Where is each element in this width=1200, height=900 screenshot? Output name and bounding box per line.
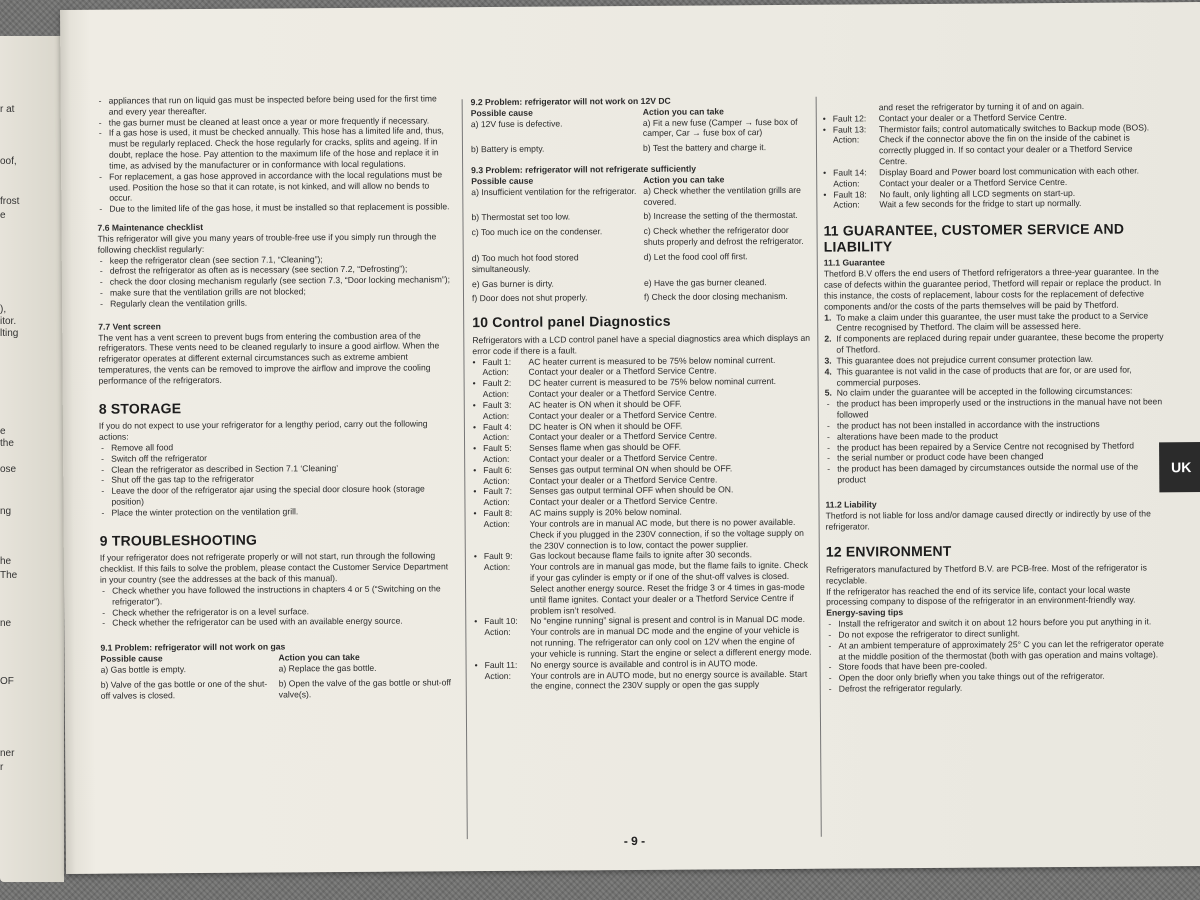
column-header: Possible cause (100, 653, 163, 664)
possible-cause: a) Insufficient ventilation for the refrigerator. (471, 185, 637, 197)
table-row (471, 142, 809, 155)
left-page-fragment: oof, (0, 156, 17, 167)
list-item: - Store foods that have been pre-cooled. (827, 660, 1167, 673)
possible-cause: a) 12V fuse is defective. (470, 118, 563, 129)
fault-action-row (475, 668, 813, 692)
list-item: - defrost the refrigerator as often as is necessary (see section 7.2, “Defrosting”); (98, 264, 454, 277)
manual-page (60, 2, 1200, 874)
fault-label: • Fault 1: (472, 356, 528, 367)
action-label: Action: (484, 670, 511, 681)
list-item: - the serial number or product code have been changed (825, 451, 1165, 464)
left-page-fragment: r (0, 762, 4, 773)
action-label: Action: (483, 453, 510, 465)
left-page-fragment: ose (0, 464, 17, 475)
table-row (471, 210, 809, 223)
action-to-take: d) Let the food cool off first. (643, 251, 748, 262)
guarantee-terms (824, 310, 1165, 399)
fault-label: • Fault 13: (823, 124, 879, 135)
table-row (471, 185, 809, 209)
section-7-6-title: 7.6 Maintenance checklist (97, 222, 204, 233)
term-text: If components are replaced during repair under guarantee, these become the property of Thetford. (836, 331, 1164, 355)
left-page-fragment: r at (0, 104, 15, 115)
fault-action: Contact your dealer or a Thetford Service Centre. (528, 387, 717, 399)
action-label: Action: (484, 627, 511, 638)
list-item: - keep the refrigerator clean (see section 7.1, “Cleaning”); (98, 253, 454, 266)
term-number: 5. (824, 388, 832, 399)
list-item: - alterations have been made to the product (825, 429, 1165, 442)
fault-action: Contact your dealer or a Thetford Service Centre. (528, 365, 717, 378)
term-number: 2. (824, 333, 832, 344)
fault-action: Your controls are in AUTO mode, but no energy source is available. Start the engine, connect the 230V supply or open the gas supply (530, 668, 808, 692)
section-8-title: 8 STORAGE (98, 399, 182, 417)
possible-cause: b) Battery is empty. (470, 143, 545, 155)
action-to-take: a) Check whether the ventilation grills are covered. (643, 184, 801, 207)
dc-problem-table (471, 106, 809, 156)
section-12-text-1: Refrigerators manufactured by Thetford B.V. are PCB-free. Most of the refrigerator is recyclable. (825, 562, 1147, 586)
left-page-fragment: The (0, 570, 18, 581)
fault-description: AC mains supply is 20% below nominal. (529, 506, 682, 518)
list-item: - Regularly clean the ventilation grills. (98, 296, 454, 309)
section-9-2-title: 9.2 Problem: refrigerator will not work on 12V DC (470, 95, 671, 108)
fault-description: Senses flame when gas should be OFF. (529, 441, 682, 453)
fault-action: Contact your dealer or a Thetford Service Centre. (529, 495, 718, 508)
section-11-1-text: Thetford B.V offers the end users of Thetford refrigerators a three-year guarantee. In the case of defects within the guarantee period, Thetford will repair or replace the product. In this instance, the costs of replacement, labour costs for the replacement of defective components and/or the costs of the parts themselves will be paid by Thetford. (823, 266, 1162, 312)
fault-action: Contact your dealer or a Thetford Service Centre. (529, 474, 718, 486)
action-label: Action: (483, 562, 511, 573)
section-10-title: 10 Control panel Diagnostics (472, 312, 671, 331)
list-item: - If a gas hose is used, it must be checked annually. This hose has a limited life and, thus, must be regularly replaced. Check the hose regularly for cracks, splits and ageing. If in doubt, replace the hose. Pay attention to the maximum life of the hose and replace it in time, as advised by the manufacturer or in conformance with local regulations. (97, 126, 453, 172)
fault-action: Contact your dealer or a Thetford Service Centre. (529, 452, 718, 464)
guarantee-term (825, 364, 1165, 388)
column-header: Possible cause (471, 175, 534, 187)
term-number: 4. (824, 366, 832, 377)
fault-label: • Fault 2: (473, 378, 529, 389)
list-item: - Shut off the gas tap to the refrigerator (99, 473, 455, 486)
maintenance-checklist (98, 253, 454, 310)
storage-list (99, 440, 456, 518)
left-page-fragment: he (0, 556, 12, 567)
fault-list-continued (823, 111, 1164, 211)
fault-action: Wait a few seconds for the fridge to start up normally. (879, 198, 1082, 210)
column-header: Action you can take (278, 651, 360, 663)
action-label: Action: (482, 432, 510, 443)
guarantee-exclusions (825, 397, 1166, 486)
list-item: - the product has been damaged by circumstances outside the normal use of the product (825, 461, 1165, 485)
left-page-edge (0, 36, 64, 882)
left-page-fragment: ng (0, 506, 12, 517)
possible-cause: e) Gas burner is dirty. (471, 278, 554, 289)
term-number: 3. (824, 355, 832, 366)
action-to-take: c) Check whether the refrigerator door shuts properly and defrost the refrigerator. (643, 225, 804, 248)
fault-description: DC heater is ON when it should be OFF. (528, 420, 683, 432)
left-page-fragment: ner (0, 748, 15, 759)
list-item: - For replacement, a gas hose approved in accordance with the local regulations must be used. Position the hose so that it can rotate, is not kinked, and will allow no bends to occur. (97, 169, 453, 204)
possible-cause: d) Too much hot food stored simultaneously. (471, 252, 579, 274)
fault-list (472, 354, 812, 692)
fault-label: • Fault 5: (473, 443, 529, 454)
fault-label: • Fault 11: (475, 659, 531, 670)
table-row (101, 662, 457, 675)
action-to-take: b) Increase the setting of the thermostat. (643, 210, 798, 222)
fault-action: Contact your dealer or a Thetford Service Centre. (879, 176, 1068, 189)
fault-label: • Fault 6: (473, 465, 529, 476)
term-number: 1. (824, 312, 832, 323)
cooling-problem-table (471, 174, 810, 305)
section-11-2-title: 11.2 Liability (825, 499, 877, 510)
action-label: Action: (482, 388, 510, 400)
left-page-fragment: the (0, 438, 14, 449)
column-header: Possible cause (470, 107, 533, 118)
list-item: - Remove all food (99, 440, 455, 453)
list-item: - Open the door only briefly when you take things out of the refrigerator. (827, 671, 1167, 684)
left-page-fragment: OF (0, 676, 14, 687)
column-3 (823, 100, 1167, 694)
list-item: - At an ambient temperature of approximately 25° C you can let the refrigerator operate at the middle position of the thermostat (both with gas operation and mains voltage). (826, 638, 1166, 662)
fault-action: Your controls are in manual AC mode, but there is no power available. Check if you plugged in the 230V connection, if so the voltage supply on the 230V connection is to low, contact the power supplier. (529, 516, 804, 551)
table-row (472, 276, 810, 289)
fault-action: Check if the connector above the fin on the inside of the cabinet is correctly plugged in. If so contact your dealer or a Thetford Service Centre. (878, 133, 1133, 167)
fault-label: • Fault 10: (474, 616, 530, 627)
energy-tips-title: Energy-saving tips (826, 607, 904, 618)
section-11-title: 11 GUARANTEE, CUSTOMER SERVICE AND LIABILITY (823, 220, 1125, 256)
fault-action-row (823, 133, 1163, 168)
possible-cause: f) Door does not shut properly. (471, 292, 588, 304)
column-1 (97, 93, 457, 705)
fault-description: No fault, only lighting all LCD segments on start-up. (879, 187, 1076, 199)
table-row (472, 251, 810, 275)
fault-action: Your controls are in manual gas mode, but the flame fails to ignite. Check if your gas cylinder is empty or if one of the shut-off valves is closed. Select another energy source. Reset the fridge 3 or 4 times in gas-mode until flame ignites. Contact your dealer or a Thetford Service Centre if problem isn’t resolved. (529, 560, 809, 616)
fault-action-row (823, 198, 1163, 211)
left-page-fragment: e (0, 210, 6, 221)
left-page-fragment: e (0, 426, 6, 437)
action-label: Action: (833, 199, 860, 211)
action-to-take: e) Have the gas burner cleaned. (643, 276, 767, 288)
left-page-fragment: itor. (0, 316, 17, 327)
fault-action-row (474, 625, 812, 660)
action-to-take: b) Open the valve of the gas bottle or shut-off valve(s). (278, 676, 452, 700)
list-item: - Check whether you have followed the instructions in chapters 4 or 5 (“Switching on the refrigerator”). (100, 583, 456, 607)
page-number: - 9 - (623, 833, 646, 849)
section-10-intro: Refrigerators with a LCD control panel have a special diagnostics area which displays an error code if there is a fault. (472, 332, 811, 356)
list-item: - Install the refrigerator and switch it on about 12 hours before you put anything in it. (826, 616, 1166, 629)
action-to-take: b) Test the battery and charge it. (642, 142, 767, 154)
fault-description: Display Board and Power board lost communication with each other. (879, 165, 1140, 178)
fault-label: • Fault 3: (473, 400, 529, 411)
continued-text: and reset the refrigerator by turning it of and on again. (878, 100, 1085, 113)
action-label: Action: (483, 518, 510, 530)
action-to-take: a) Replace the gas bottle. (278, 662, 377, 674)
fault-label: • Fault 4: (473, 421, 529, 432)
column-header: Action you can take (643, 174, 725, 185)
list-item: - the gas burner must be cleaned at least once a year or more frequently if necessary. (97, 115, 453, 128)
action-label: Action: (483, 475, 510, 486)
fault-action-row (474, 560, 812, 616)
list-item: - Leave the door of the refrigerator ajar using the special door closure hook (storage position) (99, 484, 455, 508)
energy-tips-list (826, 616, 1167, 694)
fault-action: Contact your dealer or a Thetford Service Centre. (528, 409, 717, 421)
fault-action: Contact your dealer or a Thetford Service Centre. (528, 430, 718, 443)
list-item: - Do not expose the refrigerator to direct sunlight. (826, 627, 1166, 640)
fault-description: Contact your dealer or a Thetford Service Centre. (878, 111, 1067, 124)
list-item: - the product has been improperly used or the instructions in the manual have not been followed (825, 397, 1165, 421)
section-9-intro: If your refrigerator does not refrigerate properly or will not start, run through the following checklist. If this fails to solve the problem, please contact the Customer Service Department in your country (see the addresses at the back of this manual). (99, 550, 449, 585)
section-11-1-title: 11.1 Guarantee (823, 257, 885, 269)
gas-problem-table (100, 651, 456, 701)
section-7-7-title: 7.7 Vent screen (98, 321, 161, 332)
column-2 (471, 95, 813, 693)
term-text: This guarantee does not prejudice current consumer protection law. (836, 353, 1094, 366)
action-label: Action: (833, 178, 860, 189)
fault-description: Thermistor fails; control automatically switches to Backup mode (BOS). (878, 122, 1150, 134)
fault-label: • Fault 18: (823, 189, 879, 200)
fault-description: AC heater is ON when it should be OFF. (528, 398, 682, 410)
action-to-take: a) Fit a new fuse (Camper → fuse box of camper, Car → fuse box of car) (642, 116, 798, 139)
section-12-title: 12 ENVIRONMENT (825, 543, 952, 561)
left-page-fragment: frost (0, 196, 20, 207)
fault-label: • Fault 7: (473, 486, 529, 497)
list-item: - Check whether the refrigerator can be used with an available energy source. (100, 616, 456, 629)
fault-description: No energy source is available and control is in AUTO mode. (530, 657, 758, 670)
fault-description: No “engine running” signal is present and control is in Manual DC mode. (530, 614, 805, 627)
fault-description: AC heater current is measured to be 75% below nominal current. (528, 354, 776, 367)
action-to-take: f) Check the door closing mechanism. (643, 291, 788, 303)
gas-safety-list (97, 93, 454, 215)
list-item: - Place the winter protection on the ventilation grill. (99, 505, 455, 518)
list-item: - Clean the refrigerator as described in Section 7.1 ‘Cleaning’ (99, 462, 455, 475)
column-divider (816, 97, 822, 837)
table-row (472, 225, 810, 249)
list-item: - check the door closing mechanism regularly (see section 7.3, “Door locking mechanism”); (98, 275, 454, 288)
guarantee-term (824, 332, 1164, 356)
fault-label: • Fault 9: (474, 551, 530, 562)
list-item: - appliances that run on liquid gas must be inspected before being used for the first time and every year thereafter. (97, 93, 453, 117)
possible-cause: a) Gas bottle is empty. (100, 663, 186, 675)
list-item: - the product has not been installed in accordance with the instructions (825, 418, 1165, 431)
fault-label: • Fault 12: (823, 113, 879, 124)
possible-cause: c) Too much ice on the condenser. (471, 226, 603, 238)
table-row (471, 116, 809, 140)
possible-cause: b) Valve of the gas bottle or one of the shut-off valves is closed. (100, 678, 268, 701)
section-11-2-text: Thetford is not liable for loss and/or damage caused directly or indirectly by use of the refrigerator. (825, 508, 1151, 532)
section-12-text-2: If the refrigerator has reached the end of its service life, contact your local waste processing company to dispose of the refrigerator in an environment-friendly way. (826, 584, 1136, 608)
list-item: - Check whether the refrigerator is on a level surface. (100, 605, 456, 618)
section-7-7-text: The vent has a vent screen to prevent bugs from entering the combustion area of the refrigerators. These vents need to be cleaned regularly to insure a good airflow. When the refrigerator operates at different external circumstances such as extreme ambient temperatures, the vents can be removed to improve the airflow and improve the cooling performance of the refrigerators. (98, 330, 440, 386)
action-label: Action: (482, 367, 509, 378)
section-8-intro: If you do not expect to use your refrigerator for a lengthy period, carry out the following actions: (98, 418, 428, 442)
uk-language-tab: UK (1159, 442, 1200, 492)
list-item: - make sure that the ventilation grills are not blocked; (98, 285, 454, 298)
action-label: Action: (482, 410, 510, 421)
fault-action: Your controls are in manual DC mode and the engine of your vehicle is not running. The refrigerator can only cool on 12V when the engine of your vehicle is running. Start the engine or select a different energy mode. (530, 625, 812, 659)
fault-label: • Fault 8: (473, 508, 529, 519)
action-label: Action: (832, 134, 860, 146)
guarantee-term (824, 310, 1164, 334)
column-divider (462, 99, 468, 839)
list-item: - Defrost the refrigerator regularly. (827, 681, 1167, 694)
action-label: Action: (483, 497, 510, 508)
fault-action-row (474, 517, 812, 552)
fault-label: • Fault 14: (823, 167, 879, 178)
section-7-6-intro: This refrigerator will give you many years of trouble-free use if you simply run through the following checklist regularly: (97, 231, 437, 255)
left-page-fragment: ne (0, 618, 12, 629)
section-9-title: 9 TROUBLESHOOTING (99, 531, 258, 549)
term-text: This guarantee is not valid in the case of products that are for, or are used for, commercial purposes. (836, 364, 1132, 388)
column-header: Action you can take (642, 106, 724, 117)
section-9-3-title: 9.3 Problem: refrigerator will not refrigerate sufficiently (471, 163, 697, 176)
list-item: - the product has been repaired by a Service Centre not recognised by Thetford (825, 440, 1165, 453)
table-row (472, 291, 810, 304)
fault-description: Senses gas output terminal OFF when should be ON. (529, 484, 734, 497)
left-page-fragment: ), (0, 304, 7, 315)
left-page-fragment: lting (0, 328, 19, 339)
list-item: - Switch off the refrigerator (99, 451, 455, 464)
list-item: - Due to the limited life of the gas hose, it must be installed so that replacement is possible. (97, 202, 453, 215)
fault-description: Gas lockout because flame fails to ignite after 30 seconds. (529, 549, 752, 562)
fault-description: DC heater current is measured to be 75% below nominal current. (528, 376, 777, 388)
possible-cause: b) Thermostat set too low. (471, 211, 571, 223)
term-text: To make a claim under this guarantee, the user must take the product to a Service Centre recognised by Thetford. The claim will be assessed here. (836, 310, 1149, 334)
troubleshooting-list (100, 583, 456, 629)
fault-description: Senses gas output terminal ON when should be OFF. (529, 463, 733, 475)
term-text: No claim under the guarantee will be accepted in the following circumstances: (836, 385, 1133, 398)
section-9-1-title: 9.1 Problem: refrigerator will not work on gas (100, 641, 286, 653)
table-row (101, 677, 457, 701)
